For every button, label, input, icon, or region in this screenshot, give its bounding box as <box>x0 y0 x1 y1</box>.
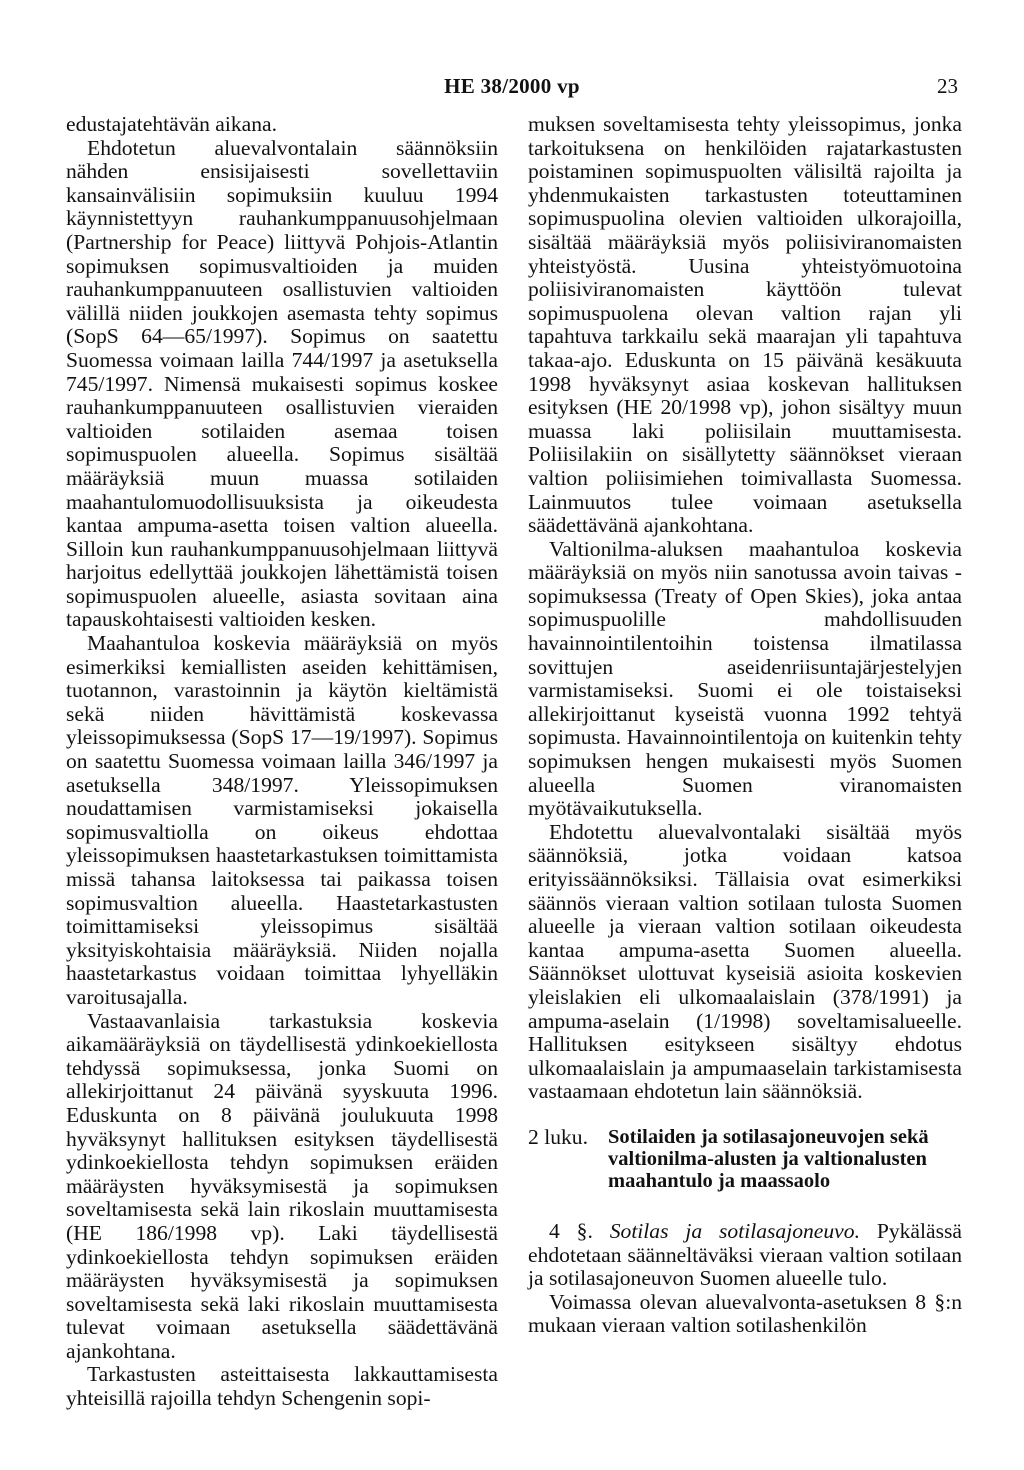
chapter-heading <box>528 1126 962 1192</box>
paragraph: Valtionilma-aluksen maahantuloa koskevia määräyksiä on myös niin sanotussa avoin taivas -sopimuksessa (Treaty of Open Skies), joka antaa sopimuspuolille mahdollisuuden havainnointilentoihin toistensa ilmatilassa sovittujen aseidenriisuntajärjestelyjen varmistamiseksi. Suomi ei ole toistaiseksi allekirjoittanut kyseistä vuonna 1992 tehtyä sopimusta. Havainnointilentoja on kuitenkin tehty sopimuksen hengen mukaisesti myös Suomen alueella Suomen viranomaisten myötävaikutuksella. <box>528 536 962 821</box>
section-paragraph <box>528 1220 962 1291</box>
paragraph: Voimassa olevan aluevalvonta-asetuksen 8 §:n mukaan vieraan valtion sotilashenkilön <box>528 1289 962 1338</box>
section-title: Sotilas ja sotilasajoneuvo. <box>609 1218 860 1243</box>
paragraph: edustajatehtävän aikana. <box>66 112 278 136</box>
paragraph: Ehdotetun aluevalvontalain säännöksiin nähden ensisijaisesti sovellettaviin kansainvälisiin sopimuksiin kuuluu 1994 käynnistettyyn rauhankumppanuusohjelmaan (Partnership for Peace) liittyvä Pohjois-Atlantin sopimuksen sopimusvaltioiden ja muiden rauhankumppanuuteen osallistuvien valtioiden välillä niiden joukkojen asemasta tehty sopimus (SopS 64—65/1997). Sopimus on saatettu Suomessa voimaan lailla 744/1997 ja asetuksella 745/1997. Nimensä mukaisesti sopimus koskee rauhankumppanuuteen osallistuvien vieraiden valtioiden sotilaiden asemaa toisen sopimuspuolen alueella. Sopimus sisältää määräyksiä muun muassa sotilaiden maahantulomuodollisuuksista ja oikeudesta kantaa ampuma-asetta toisen valtion alueella. Silloin kun rauhankumppanuusohjelmaan liittyvä harjoitus edellyttää joukkojen lähettämistä toisen sopimuspuolen alueelle, asiasta sovitaan aina tapauskohtaisesti valtioiden kesken. <box>66 135 498 632</box>
paragraph: Vastaavanlaisia tarkastuksia koskevia aikamääräyksiä on täydellisestä ydinkoekiellosta tehdyssä sopimuksessa, jonka Suomi on allekirjoittanut 24 päivänä syyskuuta 1996. Eduskunta on 8 päivänä joulukuuta 1998 hyväksynyt hallituksen esityksen täydellisestä ydinkoekiellosta tehdyn sopimuksen eräiden määräysten hyväksymisestä ja sopimuksen soveltamisesta sekä lain rikoslain muuttamisesta (HE 186/1998 vp). Laki täydellisestä ydinkoekiellosta tehdyn sopimuksen eräiden määräysten hyväksymisestä ja sopimuksen soveltamisesta sekä laki rikoslain muuttamisesta tulevat voimaan asetuksella säädettävänä ajankohtana. <box>66 1008 498 1363</box>
page-number: 23 <box>937 74 958 98</box>
left-column <box>66 113 498 1411</box>
paragraph: Maahantuloa koskevia määräyksiä on myös esimerkiksi kemiallisten aseiden kehittämisen, tuotannon, varastoinnin ja käytön kieltämistä sekä niiden hävittämistä koskevassa yleissopimuksessa (SopS 17—19/1997). Sopimus on saatettu Suomessa voimaan lailla 346/1997 ja asetuksella 348/1997. Yleissopimuksen noudattamisen varmistamiseksi jokaisella sopimusvaltiolla on oikeus ehdottaa yleissopimuksen haastetarkastuksen toimittamista missä tahansa laitoksessa tai paikassa toisen sopimusvaltion alueella. Haastetarkastusten toimittamiseksi yleissopimus sisältää yksityiskohtaisia määräyksiä. Niiden nojalla haastetarkastus voidaan toimittaa lyhyelläkin varoitusajalla. <box>66 631 498 1009</box>
chapter-title: Sotilaiden ja sotilasajoneuvojen sekä valtionilma-alusten ja valtionalusten maahantulo ja maassaolo <box>608 1125 929 1192</box>
paragraph: Ehdotettu aluevalvontalaki sisältää myös säännöksiä, jotka voidaan katsoa erityissäännöksiksi. Tällaisia ovat esimerkiksi säännös vieraan valtion sotilaan tulosta Suomen alueelle ja vieraan valtion sotilaan oikeudesta kantaa ampuma-asetta Suomen alueella. Säännökset ulottuvat kyseisiä asioita koskevien yleislakien eli ulkomaalaislain (378/1991) ja ampuma-aselain (1/1998) soveltamisalueelle. Hallituksen esitykseen sisältyy ehdotus ulkomaalaislain ja ampumaaselain tarkistamisesta vastaamaan ehdotetun lain säännöksiä. <box>528 819 962 1104</box>
section-number: 4 §. <box>549 1218 593 1243</box>
document-id: HE 38/2000 vp <box>444 74 580 98</box>
section-text: Pykälässä ehdotetaan säänneltäväksi vieraan valtion sotilaan ja sotilasajoneuvon Suomen alueelle tulo. <box>528 1218 962 1291</box>
right-column <box>528 113 962 1338</box>
paragraph: Tarkastusten asteittaisesta lakkauttamisesta yhteisillä rajoilla tehdyn Schengenin sopi- <box>66 1362 498 1411</box>
paragraph: muksen soveltamisesta tehty yleissopimus, jonka tarkoituksena on henkilöiden rajatarkastusten poistaminen sopimuspuolten välisiltä rajoilta ja yhdenmukaisten tarkastusten toteuttaminen sopimuspuolina olevien valtioiden ulkorajoilla, sisältää määräyksiä myös poliisiviranomaisten yhteistyöstä. Uusina yhteistyömuotoina poliisiviranomaisten käyttöön tulevat sopimuspuolena olevan valtion rajan yli tapahtuva tarkkailu sekä maarajan yli tapahtuva takaa-ajo. Eduskunta on 15 päivänä kesäkuuta 1998 hyväksynyt asiaa koskevan hallituksen esityksen (HE 20/1998 vp), johon sisältyy muun muassa laki poliisilain muuttamisesta. Poliisilakiin on sisällytetty säännökset vieraan valtion poliisimiehen toimivallasta Suomessa. Lainmuutos tulee voimaan asetuksella säädettävänä ajankohtana. <box>528 112 962 538</box>
chapter-number: 2 luku. <box>528 1124 588 1149</box>
